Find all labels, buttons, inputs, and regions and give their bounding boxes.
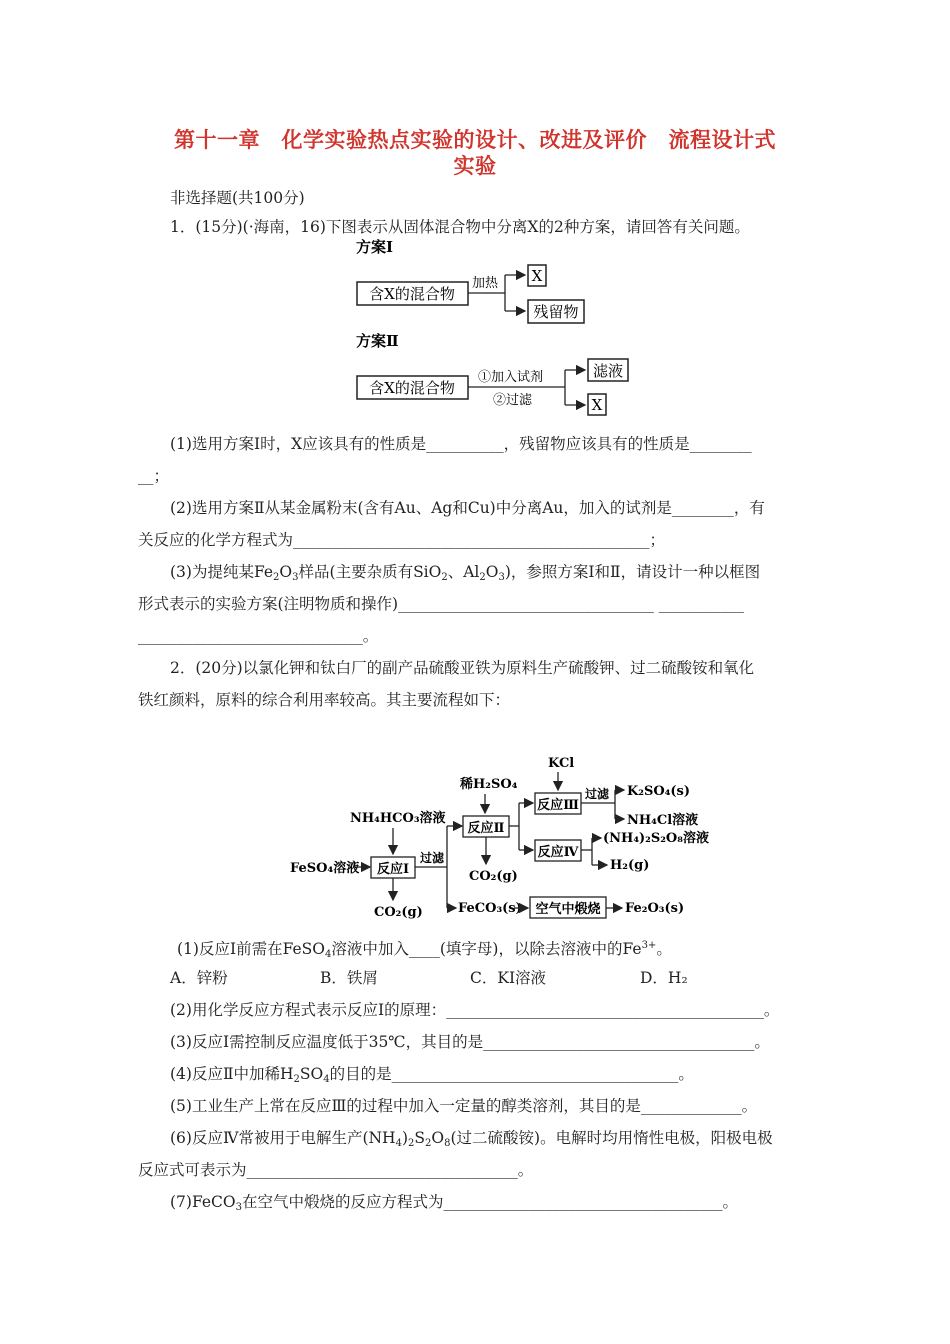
scheme1-start: 含X的混合物 [369,285,455,303]
q2-option-d: D．H₂ [640,969,688,987]
flow-nh4cl: NH₄Cl溶液 [627,813,699,828]
page-title: 第十一章 化学实验热点实验的设计、改进及评价 流程设计式 [174,127,776,152]
scheme1-out2: 残留物 [533,303,579,321]
scheme2-op2: ②过滤 [493,393,533,408]
q1-part2-b: 关反应的化学方程式为______________________________________________； [138,531,666,549]
flow-co2-2: CO₂(g) [469,869,518,884]
flow-r3: 反应Ⅲ [537,798,579,813]
q2-part4: (4)反应Ⅱ中加稀$H_2SO_4$的目的是_____________________________________。 [170,1065,694,1085]
q1-part3-a: (3)为提纯某$Fe_2O_3$样品(主要杂质有SiO$_2$、$Al_2O_3$)，参照方案Ⅰ和Ⅱ，请设计一种以框图 [170,563,761,583]
flow-r1: 反应Ⅰ [376,862,410,877]
scheme1-op: 加热 [472,276,499,291]
flow-filter2: 过滤 [585,787,610,801]
q1-part1-a: (1)选用方案Ⅰ时，X应该具有的性质是__________，残留物应该具有的性质是________ [170,435,752,453]
q2-part6-a: (6)反应Ⅳ常被用于电解生产$(NH_4)_2S_2O_8$(过二硫酸铵)。电解时均用惰性电极，阳极电极 [170,1129,773,1149]
q1-part2-a: (2)选用方案Ⅱ从某金属粉末(含有Au、Ag和Cu)中分离Au，加入的试剂是________，有 [170,499,765,517]
scheme2-start: 含X的混合物 [369,379,455,397]
flow-fe2o3: Fe₂O₃(s) [625,901,685,916]
flow-feso4: FeSO₄溶液 [290,861,360,876]
flow-h2: H₂(g) [610,858,650,873]
q1-part3-b: 形式表示的实验方案(注明物质和操作)_________________________________ ___________ [138,595,745,613]
scheme2-out1: 滤液 [592,362,624,380]
scheme2-label: 方案Ⅱ [356,332,399,350]
section-header: 非选择题(共100分) [170,189,305,207]
q1-part3-c: _____________________________。 [138,627,379,645]
flow-co2-1: CO₂(g) [374,905,423,920]
scheme1-label: 方案Ⅰ [356,238,394,256]
q2-part1: (1)反应Ⅰ前需在FeSO$_4$溶液中加入____(填字母)，以除去溶液中的$Fe^{3+}$。 [177,940,672,960]
q2-part5: (5)工业生产上常在反应Ⅲ的过程中加入一定量的醇类溶剂，其目的是_____________。 [170,1097,758,1115]
q2-stem-1: 2．(20分)以氯化钾和钛白厂的副产品硫酸亚铁为原料生产硫酸钾、过二硫酸铵和氧化 [170,659,755,677]
q2-stem-2: 铁红颜料，原料的综合利用率较高。其主要流程如下： [138,691,511,709]
q2-part3: (3)反应Ⅰ需控制反应温度低于35℃，其目的是___________________________________。 [170,1033,770,1051]
page-title-line2: 实验 [453,153,497,178]
scheme2-out2: X [591,396,603,414]
flow-calcine: 空气中煅烧 [535,902,601,917]
flow-nh4hco3: NH₄HCO₃溶液 [350,811,446,826]
q2-option-c: C．KI溶液 [470,969,547,987]
q2-option-b: B．铁屑 [320,969,378,987]
flow-r2: 反应Ⅱ [467,821,505,836]
scheme1-out1: X [531,267,543,285]
q1-stem: 1．(15分)(·海南，16)下图表示从固体混合物中分离X的2种方案，请回答有关问题。 [170,218,750,236]
flow-kcl: KCl [548,756,575,771]
q2-part7: (7)FeCO$_3$在空气中煅烧的反应方程式为____________________________________。 [170,1193,738,1213]
flow-feco3: FeCO₃(s) [458,901,522,916]
flow-nh4s2o8: (NH₄)₂S₂O₈溶液 [603,831,709,846]
q2-part2: (2)用化学反应方程式表示反应Ⅰ的原理：_________________________________________。 [170,1001,780,1019]
flow-h2so4: 稀H₂SO₄ [460,777,518,792]
flow-k2so4: K₂SO₄(s) [627,784,691,799]
flow-filter1: 过滤 [420,851,445,865]
flow-r4: 反应Ⅳ [537,845,579,860]
q2-part6-b: 反应式可表示为___________________________________。 [138,1161,534,1179]
q1-part1-b: __； [138,467,170,485]
scheme2-op1: ①加入试剂 [478,370,544,385]
q2-option-a: A．锌粉 [170,969,228,987]
